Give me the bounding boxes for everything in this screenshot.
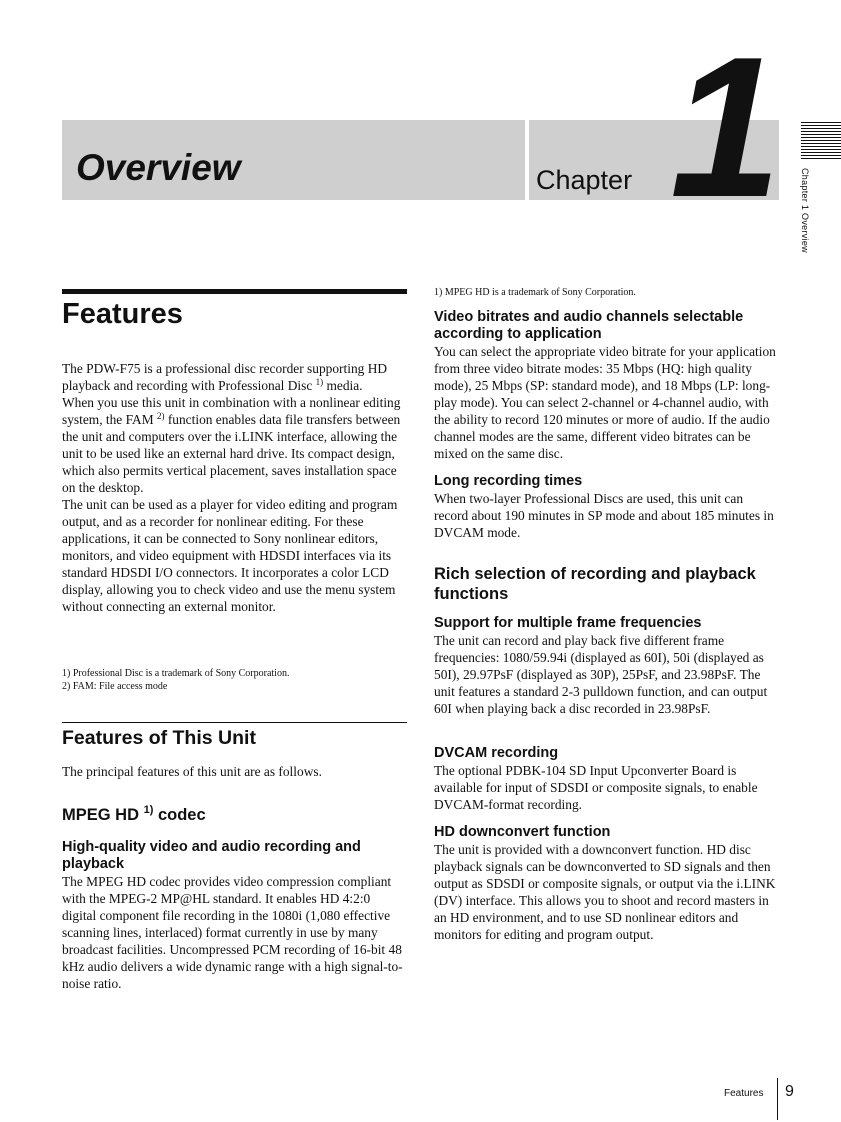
hq-section bbox=[62, 839, 407, 992]
footnote: 1) Professional Disc is a trademark of Sony Corporation. bbox=[62, 668, 290, 679]
footnotes bbox=[62, 667, 407, 693]
hq-heading: High-quality video and audio recording and playback bbox=[62, 839, 361, 872]
chapter-number: 1 bbox=[670, 16, 782, 239]
chapter-title: Overview bbox=[76, 147, 241, 188]
features-intro bbox=[62, 360, 407, 615]
bitrate-body: You can select the appropriate video bitrate for your application from three video bitrate modes: 35 Mbps (HQ: high quality mode), 25 Mbps (SP: standard mode), and 18 Mbps (LP: long-play mode). You can select 2-channel or 4-channel audio, with the ability to record 120 minutes or more of audio. If the audio channel modes are the same, different video bitrates can be mixed on the same disc. bbox=[434, 344, 776, 461]
long-recording-heading: Long recording times bbox=[434, 473, 583, 489]
chapter-label: Chapter bbox=[536, 165, 633, 195]
downconvert-heading: HD downconvert function bbox=[434, 824, 611, 840]
unit-intro: The principal features of this unit are as follows. bbox=[62, 764, 322, 779]
rich-selection-heading: Rich selection of recording and playback functions bbox=[434, 565, 756, 603]
long-recording-body: When two-layer Professional Discs are used, this unit can record about 190 minutes in SP mode and about 185 minutes in DVCAM mode. bbox=[434, 491, 774, 540]
downconvert-section bbox=[434, 824, 779, 943]
hq-body: The MPEG HD codec provides video compression compliant with the MPEG-2 MP@HL standard. It enables HD 4:2:0 digital component file recording in the 1080i (1,080 effective scanning lines, interlaced) format currently in use by many broadcast facilities. Uncompressed PCM recording of 16-bit 48 kHz audio delivers a wide dynamic range with a high signal-to-noise ratio. bbox=[62, 874, 403, 991]
unit-heading-wrap bbox=[62, 726, 407, 750]
right-footnote-wrap bbox=[434, 286, 779, 299]
footer-section-label: Features bbox=[724, 1088, 764, 1099]
features-heading: Features bbox=[62, 298, 183, 330]
frequency-section bbox=[434, 615, 779, 717]
footnote: 2) FAM: File access mode bbox=[62, 681, 168, 692]
section-rule bbox=[62, 289, 407, 294]
footer-divider bbox=[777, 1078, 778, 1120]
intro-paragraph: The unit can be used as a player for video editing and program output, and as a recorder for nonlinear editing. For these applications, it can be connected to Sony nonlinear editors, monitors, and video equipment with HDSDI interfaces via its standard HDSDI I/O connectors. It incorporates a color LCD display, allowing you to check video and use the menu system without connecting an external monitor. bbox=[62, 497, 398, 614]
mpeg-hd-heading: MPEG HD $^{1)}$ codec bbox=[62, 804, 206, 824]
dvcam-body: The optional PDBK-104 SD Input Upconverter Board is available for input of SDSDI or composite signals, to enable DVCAM-format recording. bbox=[434, 763, 758, 812]
side-tab-label: Chapter 1 Overview bbox=[800, 168, 810, 253]
intro-paragraph: The PDW-F75 is a professional disc recorder supporting HD playback and recording with Professional Disc $^{1)}$ media. bbox=[62, 361, 388, 393]
frequency-heading: Support for multiple frame frequencies bbox=[434, 615, 702, 631]
frequency-body: The unit can record and play back five different frame frequencies: 1080/59.94i (displayed as 60I), 50i (displayed as 50I), 29.97PsF (displayed as 30P), 25PsF, and 23.98PsF. The unit features a standard 2-3 pulldown function, and can output 60I when playing back a disc recorded in 23.98PsF. bbox=[434, 633, 768, 716]
footnote: 1) MPEG HD is a trademark of Sony Corporation. bbox=[434, 287, 636, 298]
intro-paragraph: When you use this unit in combination with a nonlinear editing system, the FAM $^{2)}$ function enables data file transfers between the unit and computers over the i.LINK interface, allowing the unit to be used like an external hard drive. Its compact design, which also permits vertical placement, saves installation space on the desktop. bbox=[62, 395, 401, 495]
side-tab-lines bbox=[801, 122, 841, 160]
dvcam-heading: DVCAM recording bbox=[434, 745, 559, 761]
downconvert-body: The unit is provided with a downconvert function. HD disc playback signals can be downconverted to SD signals and then output as SDSDI or composite signals, or output via the i.LINK (DV) interface. This allows you to shoot and record masters in an HD environment, and to use SD nonlinear editors and monitors for editing and program output. bbox=[434, 842, 776, 942]
page-number: 9 bbox=[785, 1083, 794, 1100]
unit-intro-wrap bbox=[62, 763, 407, 780]
bitrate-heading: Video bitrates and audio channels selectable according to application bbox=[434, 309, 744, 342]
section-divider bbox=[62, 722, 407, 723]
mpeg-heading-wrap bbox=[62, 805, 407, 825]
long-recording-section bbox=[434, 473, 779, 541]
features-of-unit-heading: Features of This Unit bbox=[62, 727, 256, 749]
bitrate-section bbox=[434, 309, 779, 462]
rich-heading-wrap bbox=[434, 564, 779, 604]
dvcam-section bbox=[434, 745, 779, 813]
